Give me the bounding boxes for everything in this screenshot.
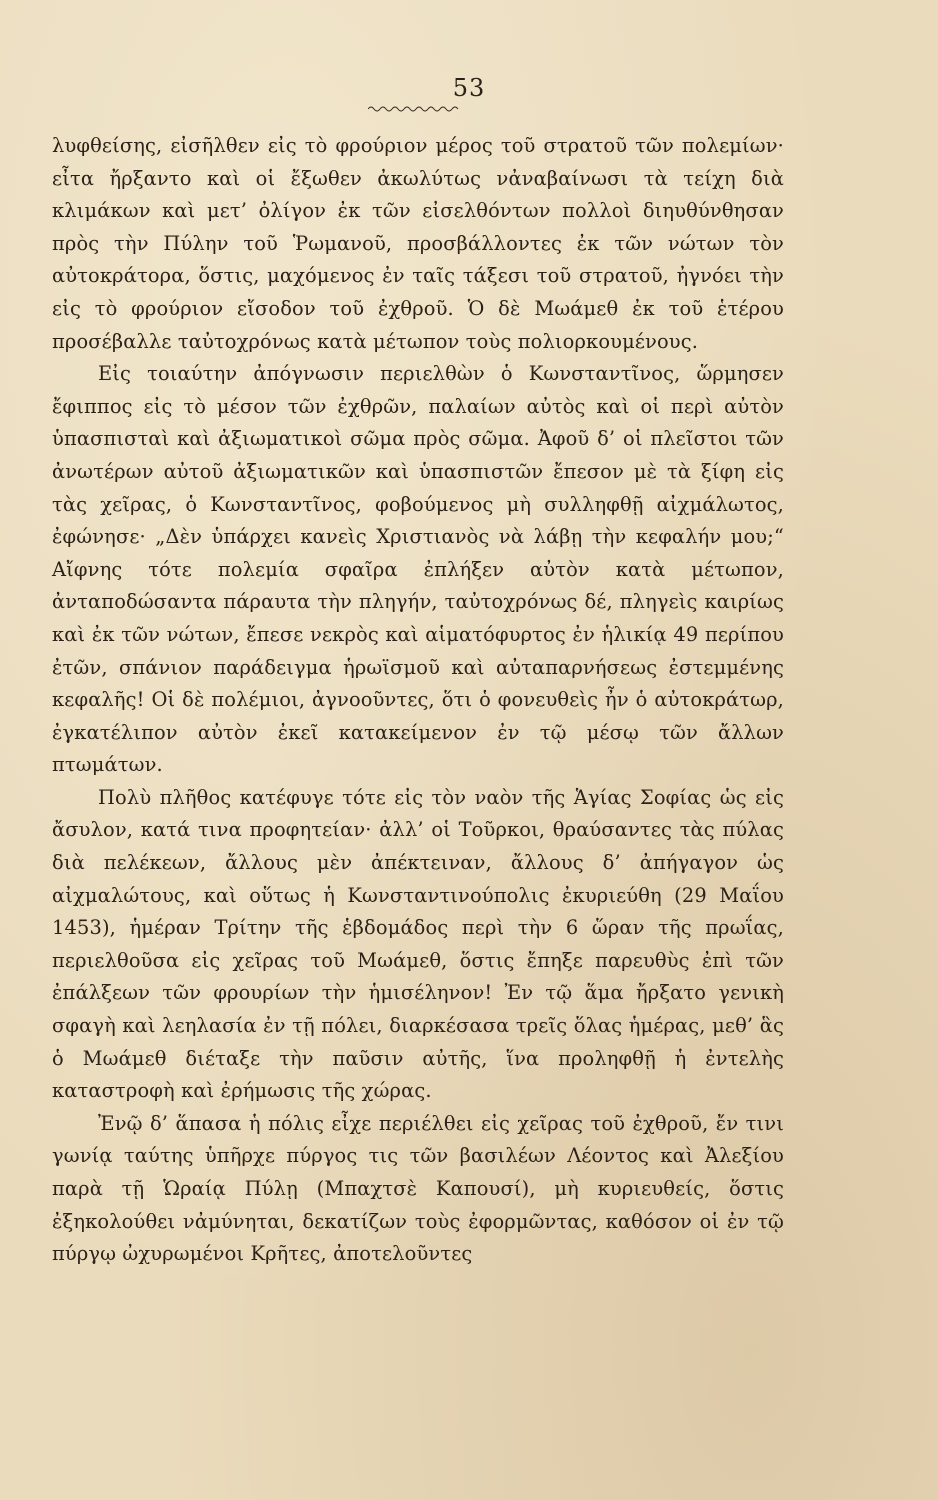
paragraph: Ἐνῷ δ’ ἅπασα ἡ πόλις εἶχε περιέλθει εἰς χεῖρας τοῦ ἐχθροῦ, ἔν τινι γωνίᾳ ταύτης ὑπῆρχε πύργος τις τῶν βασιλέων Λέοντος καὶ Ἀλεξίου παρὰ τῇ Ὡραίᾳ Πύλῃ (Μπαχτσὲ Καπουσί), μὴ κυριευθείς, ὅστις ἐξηκολούθει νἀμύνηται, δεκατίζων τοὺς ἐφορμῶντας, καθόσον οἱ ἐν τῷ πύργῳ ὠχυρωμένοι Κρῆτες, ἀποτελοῦντες — [52, 1111, 784, 1266]
paragraph: λυφθείσης, εἰσῆλθεν εἰς τὸ φρούριον μέρος τοῦ στρατοῦ τῶν πολεμίων· εἶτα ἤρξαντο καὶ οἱ ἔξωθεν ἀκωλύτως νἀναβαίνωσι τὰ τείχη διὰ κλιμάκων καὶ μετ’ ὀλίγον ἐκ τῶν εἰσελθόντων πολλοὶ διηυθύνθησαν πρὸς τὴν Πύλην τοῦ Ῥωμανοῦ, προσβάλλοντες ἐκ τῶν νώτων τὸν αὐτοκράτορα, ὅστις, μαχόμενος ἐν ταῖς τάξεσι τοῦ στρατοῦ, ἠγνόει τὴν εἰς τὸ φρούριον εἴσοδον τοῦ ἐχθροῦ. Ὁ δὲ Μωάμεθ ἐκ τοῦ ἑτέρου προσέβαλλε ταὐτοχρόνως κατὰ μέτωπον τοὺς πολιορκουμένους. — [52, 134, 784, 353]
body-text — [52, 130, 784, 1271]
paragraph: Πολὺ πλῆθος κατέφυγε τότε εἰς τὸν ναὸν τῆς Ἁγίας Σοφίας ὡς εἰς ἄσυλον, κατά τινα προφητείαν· ἀλλ’ οἱ Τοῦρκοι, θραύσαντες τὰς πύλας διὰ πελέκεων, ἄλλους μὲν ἀπέκτειναν, ἄλλους δ’ ἀπήγαγον ὡς αἰχμαλώτους, καὶ οὕτως ἡ Κωνσταντινούπολις ἐκυριεύθη (29 Μαΐου 1453), ἡμέραν Τρίτην τῆς ἑβδομάδος περὶ τὴν 6 ὥραν τῆς πρωΐας, περιελθοῦσα εἰς χεῖρας τοῦ Μωάμεθ, ὅστις ἔπηξε παρευθὺς ἐπὶ τῶν ἐπάλξεων τῶν φρουρίων τὴν ἡμισέληνον! Ἐν τῷ ἅμα ἤρξατο γενικὴ σφαγὴ καὶ λεηλασία ἐν τῇ πόλει, διαρκέσασα τρεῖς ὅλας ἡμέρας, μεθ’ ἃς ὁ Μωάμεθ διέταξε τὴν παῦσιν αὐτῆς, ἵνα προληφθῇ ἡ ἐντελὴς καταστροφὴ καὶ ἐρήμωσις τῆς χώρας. — [52, 785, 784, 1103]
page-number: 53 — [452, 74, 486, 102]
paragraph: Εἰς τοιαύτην ἀπόγνωσιν περιελθὼν ὁ Κωνσταντῖνος, ὥρμησεν ἔφιππος εἰς τὸ μέσον τῶν ἐχθρῶν, παλαίων αὐτὸς καὶ οἱ περὶ αὐτὸν ὑπασπισταὶ καὶ ἀξιωματικοὶ σῶμα πρὸς σῶμα. Ἀφοῦ δ’ οἱ πλεῖστοι τῶν ἀνωτέρων αὐτοῦ ἀξιωματικῶν καὶ ὑπασπιστῶν ἔπεσον μὲ τὰ ξίφη εἰς τὰς χεῖρας, ὁ Κωνσταντῖνος, φοβούμενος μὴ συλληφθῇ αἰχμάλωτος, ἐφώνησε· „Δὲν ὑπάρχει κανεὶς Χριστιανὸς νὰ λάβῃ τὴν κεφαλήν μου;“ Αἴφνης τότε πολεμία σφαῖρα ἐπλήξεν αὐτὸν κατὰ μέτωπον, ἀνταποδώσαντα πάραυτα τὴν πληγήν, ταὐτοχρόνως δέ, πληγεὶς καιρίως καὶ ἐκ τῶν νώτων, ἔπεσε νεκρὸς καὶ αἱματόφυρτος ἐν ἡλικίᾳ 49 περίπου ἐτῶν, σπάνιον παράδειγμα ἡρωϊσμοῦ καὶ αὐταπαρνήσεως ἐστεμμένης κεφαλῆς! Οἱ δὲ πολέμιοι, ἀγνοοῦντες, ὅτι ὁ φονευθεὶς ἦν ὁ αὐτοκράτωρ, ἐγκατέλιπον αὐτὸν ἐκεῖ κατακείμενον ἐν τῷ μέσῳ τῶν ἄλλων πτωμάτων. — [52, 362, 784, 777]
wavy-rule-ornament — [368, 104, 460, 114]
